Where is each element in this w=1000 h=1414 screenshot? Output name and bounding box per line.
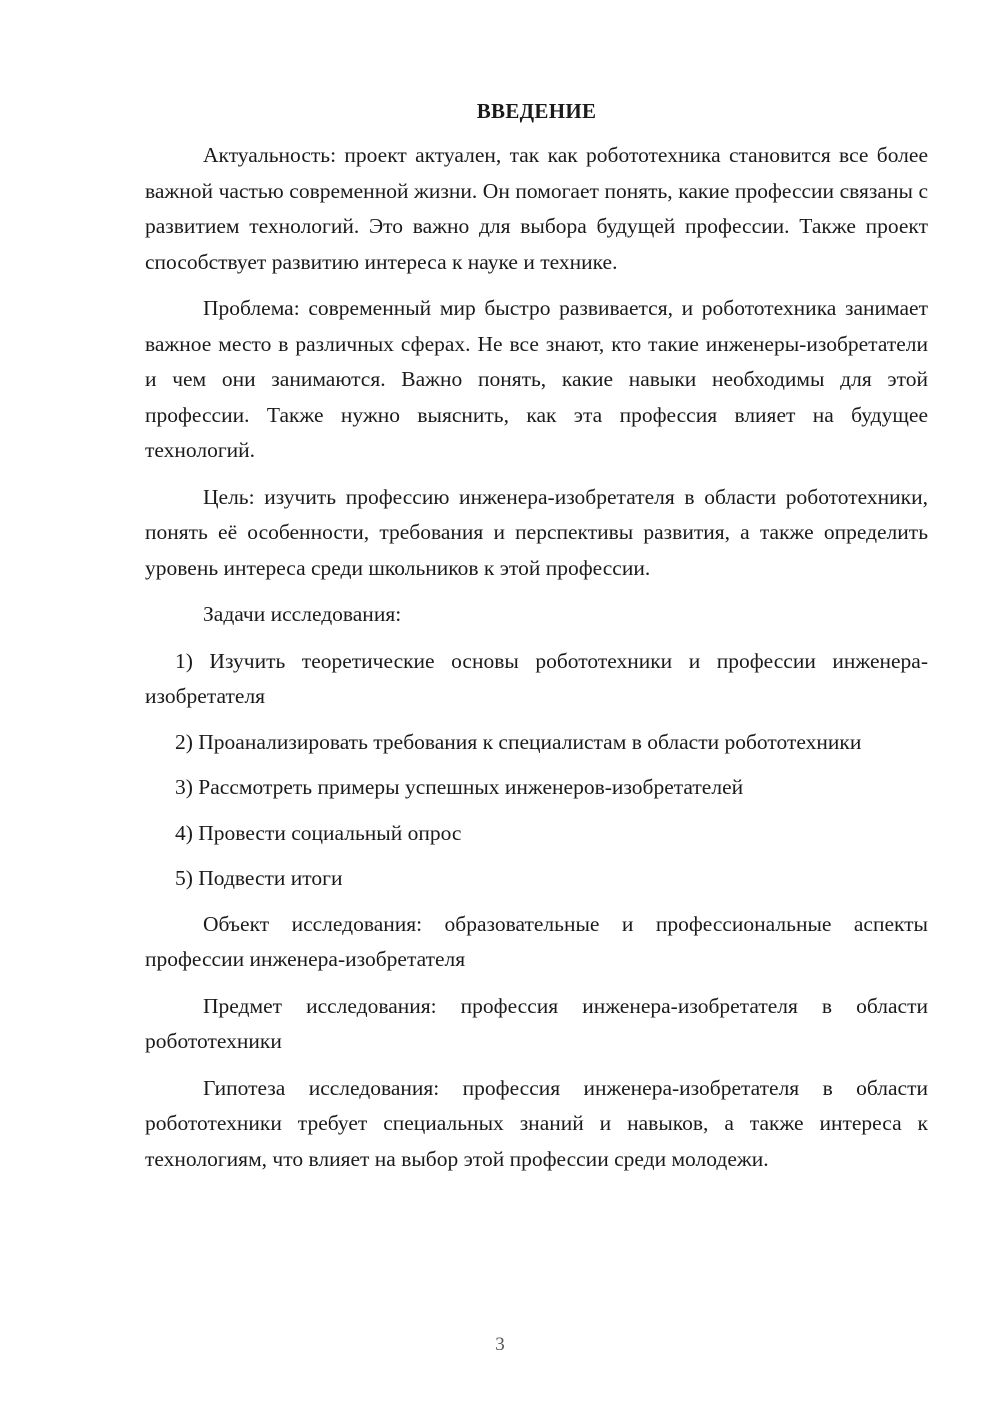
list-item: 2) Проанализировать требования к специалистам в области робототехники xyxy=(175,729,862,754)
subject-paragraph: Предмет исследования: профессия инженера-изобретателя в области робототехники xyxy=(145,993,928,1053)
goal-paragraph: Цель: изучить профессию инженера-изобретателя в области робототехники, понять её особенности, требования и перспективы развития, а также определить уровень интереса среди школьников к этой профессии. xyxy=(145,484,928,580)
problem-paragraph: Проблема: современный мир быстро развивается, и робототехника занимает важное место в различных сферах. Не все знают, кто такие инженеры-изобретатели и чем они занимаются. Важно понять, какие навыки необходимы для этой профессии. Также нужно выяснить, как эта профессия влияет на будущее технологий. xyxy=(145,296,928,462)
object-paragraph: Объект исследования: образовательные и профессиональные аспекты профессии инженера-изобретателя xyxy=(145,911,928,971)
list-item: 1) Изучить теоретические основы робототехники и профессии инженера-изобретателя xyxy=(145,648,928,708)
tasks-list xyxy=(145,644,928,897)
tasks-title: Задачи исследования: xyxy=(203,602,402,626)
relevance-paragraph: Актуальность: проект актуален, так как робототехника становится все более важной частью современной жизни. Он помогает понять, какие профессии связаны с развитием технологий. Это важно для выбора будущей профессии. Также проект способствует развитию интереса к науке и технике. xyxy=(145,143,928,274)
list-item: 4) Провести социальный опрос xyxy=(175,820,462,845)
hypothesis-paragraph: Гипотеза исследования: профессия инженера-изобретателя в области робототехники требует специальных знаний и навыков, а также интереса к технологиям, что влияет на выбор этой профессии среди молодежи. xyxy=(145,1075,928,1171)
document-page xyxy=(145,96,928,1188)
list-item: 5) Подвести итоги xyxy=(175,866,343,890)
list-item: 3) Рассмотреть примеры успешных инженеров-изобретателей xyxy=(175,775,744,799)
page-number: 3 xyxy=(495,1334,505,1355)
page-heading: ВВЕДЕНИЕ xyxy=(476,99,597,123)
